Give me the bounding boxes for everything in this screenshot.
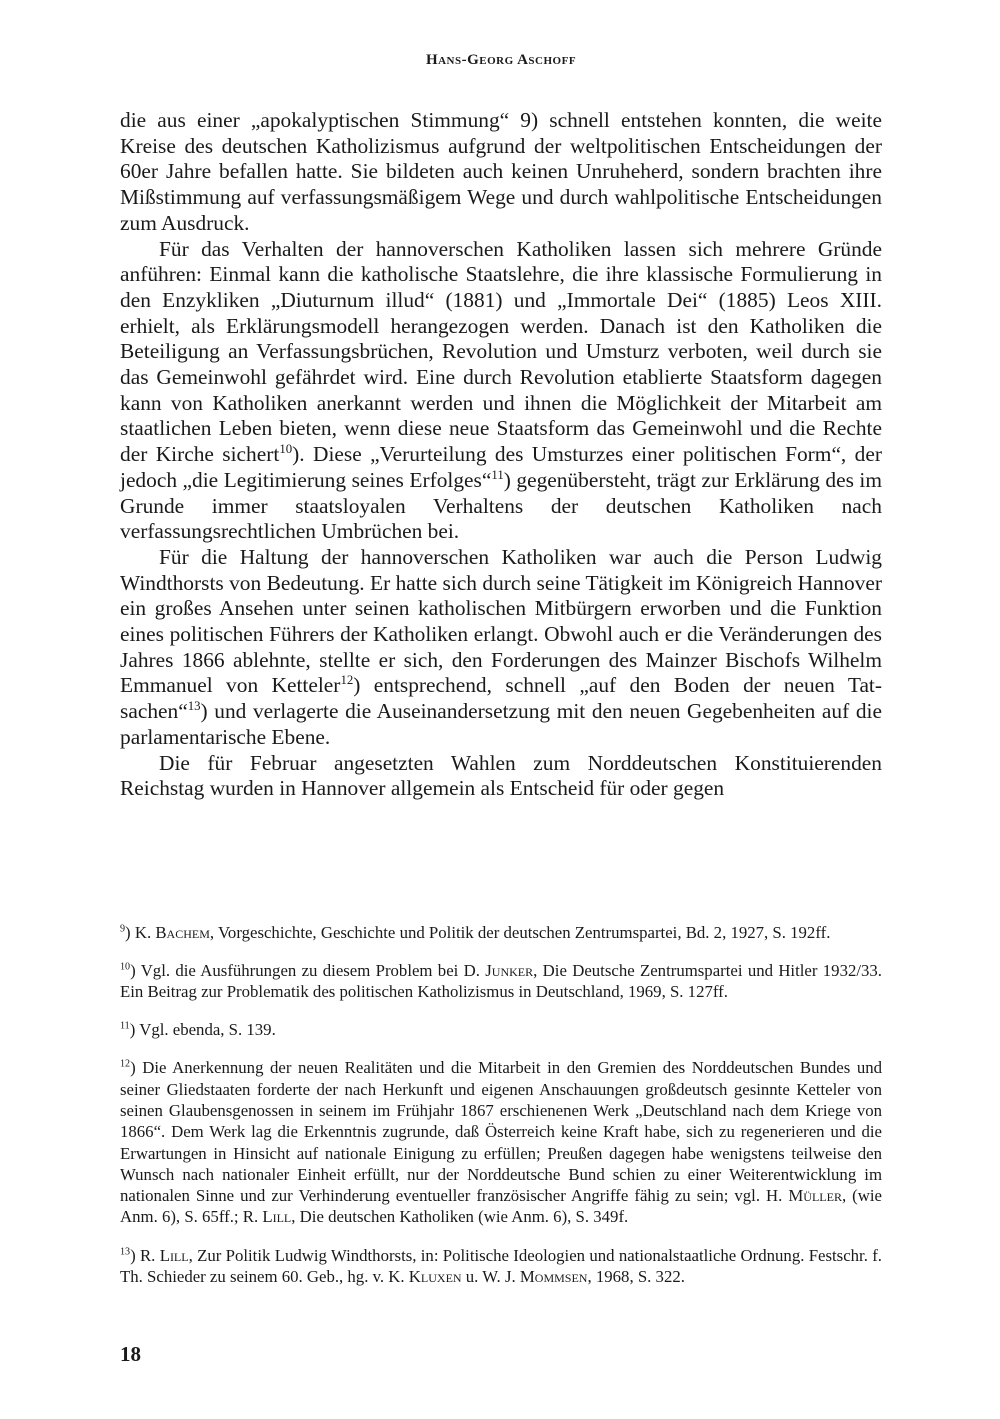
text-run: Für die Haltung der hannoverschen Katholiken war auch die Person Ludwig Windthorsts von Bedeutung. Er hatte sich durch seine Tätigkeit im Königreich Hannover ein großes Ansehen unter seinen katholischen Mitbürgern erworben und die Funktion eines politischen Führers der Katholiken erlangt. Obwohl auch er die Veränderungen des Jahres 1866 ablehnte, stellte er sich, den Forderungen des Mainzer Bischofs Wilhelm Emmanuel von Ketteler (120, 544, 882, 698)
footnote-text: , Vorgeschichte, Geschichte und Politik der deutschen Zentrumspartei, Bd. 2, 1927, S. 192ff. (209, 922, 831, 942)
footnote-number: 11 (120, 1020, 130, 1032)
footnote-number: 13 (120, 1245, 131, 1257)
page-number: 18 (120, 1342, 141, 1366)
footnote-text: u. W. J. (461, 1266, 520, 1286)
paragraph (120, 545, 882, 751)
paragraph (120, 237, 882, 545)
author-name: Junker (485, 960, 534, 980)
text-run: ) gegenübersteht, trägt zur Erklärung des im Grunde immer staatsloyalen Verhaltens der deutschen Katholiken nach verfassungsrechtlichen Umbrüchen bei. (120, 467, 882, 544)
author-name: Mommsen (519, 1266, 588, 1286)
footnote: $^{12}$) Die Anerkennung der neuen Realitäten und die Mitarbeit in den Gremien des Norddeutschen Bundes und seiner Gliedstaaten forderte der nach Herkunft und eigenen Anschauungen großdeutsch gesinnte Ketteler von seinen Glaubensgenossen in seinem im Frühjahr 1867 erschienenen Werk „Deutschland nach dem Kriege von 1866“. Dem Werk lag die Erkenntnis zugrunde, daß Österreich keine Kraft habe, sich zu regenerieren und die Erwartungen in Hinsicht auf nationale Einigung zu erfüllen; Preußen dagegen habe wenigstens teilweise den Wunsch nach nationaler Einheit erfüllt, nur der Norddeutsche Bund schien zu einer Weiterentwicklung im nationalen Sinne und zur Verhinderung eventueller französischer Angriffe fähig zu sein; vgl. H. Müller, (wie Anm. 6), S. 65ff.; R. Lill, Die deutschen Katholiken (wie Anm. 6), S. 349f. (120, 1058, 882, 1227)
author-name: Lill (262, 1207, 292, 1227)
footnote-text: , 1968, S. 322. (587, 1266, 685, 1286)
footnote: $^{10}$) Vgl. die Ausführungen zu diesem Problem bei D. Junker, Die Deutsche Zentrumspartei und Hitler 1932/33. Ein Beitrag zur Problematik des politischen Katholizismus in Deutschland, 1969, S. 127ff. (120, 960, 882, 1002)
footnote-text: , (wie Anm. 6), S. 65ff.; R. (120, 1186, 882, 1227)
footnote-text: , Die Deutsche Zentrumspartei und Hitler 1932/33. Ein Beitrag zur Problematik des politischen Katholizismus in Deutschland, 1969, S. 127ff. (120, 960, 882, 1002)
footnote-ref: 10 (279, 442, 293, 457)
text-run: ) entsprechend, schnell „auf den Boden der neuen Tatsachen“ (120, 673, 882, 724)
author-name: K. Bachem (134, 922, 210, 942)
footnote-ref: 12 (340, 673, 354, 688)
text-run: ) und verlagerte die Auseinandersetzung mit den neuen Gegebenheiten auf die parlamentarische Ebene. (120, 699, 882, 749)
footnote-ref: 11 (491, 467, 504, 482)
footnote: $^{11}$) Vgl. ebenda, S. 139. (120, 1020, 276, 1040)
footnote-number: 12 (120, 1058, 131, 1070)
author-name: Müller (788, 1186, 842, 1206)
footnote-text: Vgl. ebenda, S. 139. (139, 1020, 276, 1040)
book-page (120, 0, 882, 1419)
footnote-text: Die Anerkennung der neuen Realitäten und die Mitarbeit in den Gremien des Norddeutschen Bundes und seiner Gliedstaaten forderte der nach Herkunft und eigenen Anschauungen großdeutsch gesinnte Ketteler von seinen Glaubensgenossen in seinem im Frühjahr 1867 erschienenen Werk „Deutschland nach dem Kriege von 1866“. Dem Werk lag die Erkenntnis zugrunde, daß Österreich keine Kraft habe, sich zu regenerieren und die Erwartungen in Hinsicht auf nationale Einigung zu erfüllen; Preußen dagegen habe wenigstens teilweise den Wunsch nach nationaler Einheit erfüllt, nur der Norddeutsche Bund schien zu einer Weiterentwicklung im nationalen Sinne und zur Verhinderung eventueller französischer Angriffe fähig zu sein; vgl. H. (120, 1058, 882, 1206)
footnote: $^{13}$) R. Lill, Zur Politik Ludwig Windthorsts, in: Politische Ideologien und nationalstaatliche Ordnung. Festschr. f. Th. Schieder zu seinem 60. Geb., hg. v. K. Kluxen u. W. J. Mommsen, 1968, S. 322. (120, 1245, 882, 1286)
paragraph: Die für Februar angesetzten Wahlen zum Norddeutschen Konstituierenden Reichstag wurden in Hannover allgemein als Entscheid für oder gegen (120, 750, 882, 801)
paragraph: die aus einer „apokalyptischen Stimmung“ 9) schnell entstehen konnten, die weite Kreise des deutschen Katholizismus aufgrund der weltpolitischen Entscheidungen der 60er Jahre befallen hatte. Sie bildeten auch keinen Unruheherd, sondern brachten ihre Mißstimmung auf verfassungsmäßigem Wege und durch wahlpolitische Entscheidungen zum Ausdruck. (120, 108, 882, 235)
text-run: Für das Verhalten der hannoverschen Katholiken lassen sich mehrere Gründe anführen: Einmal kann die katholische Staatslehre, die ihre klassische Formulierung in den Enzykliken „Diuturnum illud“ (1881) und „Immortale Dei“ (1885) Leos XIII. erhielt, als Erklärungsmodell herangezogen werden. Danach ist den Katholiken die Beteiligung an Verfassungsbrüchen, Revolution und Umsturz verboten, weil durch sie das Gemeinwohl gefährdet wird. Eine durch Revolution etablierte Staatsform dagegen kann von Katholiken anerkannt werden und ihnen die Möglichkeit der Mitarbeit am staatlichen Leben bieten, wenn diese neue Staatsform das Gemeinwohl und die Rechte der Kirche sichert (120, 236, 882, 467)
footnote-text: , Zur Politik Ludwig Windthorsts, in: Politische Ideologien und nationalstaatliche Ordnung. Festschr. f. Th. Schieder zu seinem 60. Geb., hg. v. K. (120, 1245, 882, 1286)
footnote-text: Vgl. die Ausführungen zu diesem Problem bei D. (140, 960, 486, 980)
body-text (120, 108, 882, 802)
author-name: Lill (159, 1245, 189, 1265)
footnote: $^9$) K. Bachem, Vorgeschichte, Geschichte und Politik der deutschen Zentrumspartei, Bd. 2, 1927, S. 192ff. (120, 922, 831, 942)
footnote-number: 10 (120, 961, 131, 973)
footnote-text: , Die deutschen Katholiken (wie Anm. 6), S. 349f. (291, 1207, 629, 1227)
footnotes (120, 905, 882, 1304)
running-head: Hans-Georg Aschoff (425, 52, 577, 68)
footnote-number: 9 (120, 923, 126, 935)
footnote-ref: 13 (187, 699, 201, 714)
text-run: ). Diese „Verurteilung des Umsturzes einer politischen Form“, der jedoch „die Legitimierung seines Erfolges“ (120, 442, 882, 492)
footnote-text: R. (139, 1245, 160, 1265)
author-name: Kluxen (408, 1266, 462, 1286)
